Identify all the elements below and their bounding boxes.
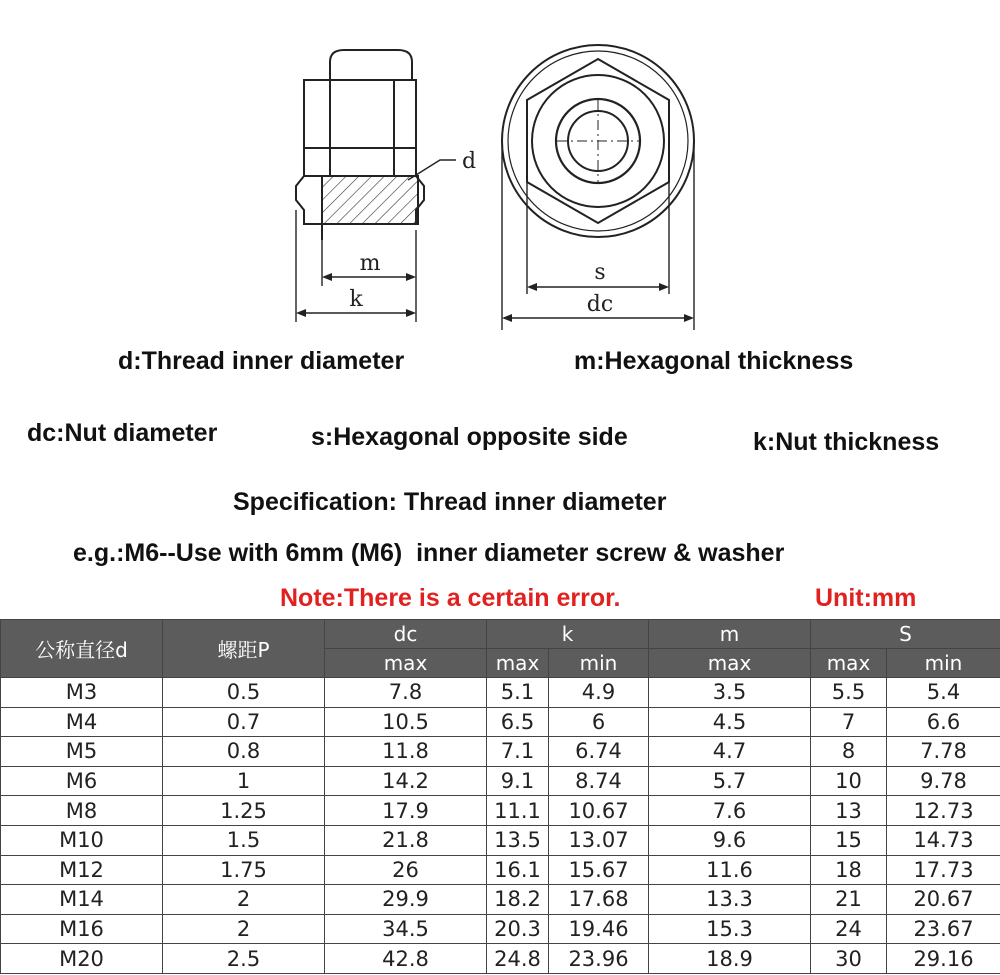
cell: 2.5 bbox=[163, 944, 325, 974]
cell: 7.1 bbox=[487, 737, 549, 767]
cell: 6.6 bbox=[887, 707, 1000, 737]
table-row bbox=[1, 825, 1000, 855]
header-s-max: max bbox=[811, 649, 887, 678]
cell: 29.9 bbox=[325, 885, 487, 915]
cell: 13.07 bbox=[549, 825, 649, 855]
cell: 4.5 bbox=[649, 707, 811, 737]
cell: 17.68 bbox=[549, 885, 649, 915]
cell: 8.74 bbox=[549, 766, 649, 796]
cell: 10 bbox=[811, 766, 887, 796]
table-row bbox=[1, 885, 1000, 915]
header-s: S bbox=[811, 620, 1000, 649]
table-row bbox=[1, 944, 1000, 974]
cell: 5.5 bbox=[811, 678, 887, 708]
cell: 1 bbox=[163, 766, 325, 796]
header-k: k bbox=[487, 620, 649, 649]
table-row bbox=[1, 766, 1000, 796]
cell: 21.8 bbox=[325, 825, 487, 855]
cell: 7 bbox=[811, 707, 887, 737]
cell: 13.3 bbox=[649, 885, 811, 915]
cell: M16 bbox=[1, 914, 163, 944]
cell: M12 bbox=[1, 855, 163, 885]
label-dc: dc bbox=[586, 292, 614, 317]
cell: 1.25 bbox=[163, 796, 325, 826]
cell: 13 bbox=[811, 796, 887, 826]
cell: 0.8 bbox=[163, 737, 325, 767]
cell: 11.1 bbox=[487, 796, 549, 826]
cell: 20.67 bbox=[887, 885, 1000, 915]
cell: 6.74 bbox=[549, 737, 649, 767]
cell: 7.78 bbox=[887, 737, 1000, 767]
cell: 21 bbox=[811, 885, 887, 915]
cell: 0.7 bbox=[163, 707, 325, 737]
unit-text: Unit:mm bbox=[815, 584, 917, 612]
header-pitch: 螺距P bbox=[163, 620, 325, 678]
cell: 18.2 bbox=[487, 885, 549, 915]
cell: 30 bbox=[811, 944, 887, 974]
header-dc: dc bbox=[325, 620, 487, 649]
cell: 10.67 bbox=[549, 796, 649, 826]
cell: 17.9 bbox=[325, 796, 487, 826]
cell: M8 bbox=[1, 796, 163, 826]
cell: 4.7 bbox=[649, 737, 811, 767]
cell: 9.1 bbox=[487, 766, 549, 796]
cell: 4.9 bbox=[549, 678, 649, 708]
cell: M3 bbox=[1, 678, 163, 708]
cell: 13.5 bbox=[487, 825, 549, 855]
cell: 7.8 bbox=[325, 678, 487, 708]
cell: 6 bbox=[549, 707, 649, 737]
cell: 23.96 bbox=[549, 944, 649, 974]
table-row bbox=[1, 678, 1000, 708]
cell: 0.5 bbox=[163, 678, 325, 708]
cell: 14.73 bbox=[887, 825, 1000, 855]
front-view bbox=[502, 45, 694, 330]
cell: 6.5 bbox=[487, 707, 549, 737]
cell: M20 bbox=[1, 944, 163, 974]
cell: 18 bbox=[811, 855, 887, 885]
legend-k: k:Nut thickness bbox=[753, 428, 940, 456]
header-nominal-diameter: 公称直径d bbox=[1, 620, 163, 678]
label-k: k bbox=[349, 287, 363, 312]
cell: 5.7 bbox=[649, 766, 811, 796]
cell: M4 bbox=[1, 707, 163, 737]
example-line: e.g.:M6--Use with 6mm (M6) inner diameter screw & washer bbox=[73, 539, 785, 567]
cell: M6 bbox=[1, 766, 163, 796]
cell: 5.1 bbox=[487, 678, 549, 708]
legend-s: s:Hexagonal opposite side bbox=[311, 423, 628, 451]
cell: 34.5 bbox=[325, 914, 487, 944]
cell: 5.4 bbox=[887, 678, 1000, 708]
cell: 15.67 bbox=[549, 855, 649, 885]
spec-line: Specification: Thread inner diameter bbox=[233, 488, 667, 516]
header-k-max: max bbox=[487, 649, 549, 678]
cell: 9.6 bbox=[649, 825, 811, 855]
legend-d: d:Thread inner diameter bbox=[118, 347, 405, 375]
cell: 24.8 bbox=[487, 944, 549, 974]
cell: 16.1 bbox=[487, 855, 549, 885]
cell: 42.8 bbox=[325, 944, 487, 974]
legend-m: m:Hexagonal thickness bbox=[574, 347, 854, 375]
cell: 29.16 bbox=[887, 944, 1000, 974]
cell: 15 bbox=[811, 825, 887, 855]
side-view bbox=[296, 50, 456, 322]
label-m: m bbox=[359, 251, 381, 276]
cell: M14 bbox=[1, 885, 163, 915]
cell: 1.5 bbox=[163, 825, 325, 855]
table-row bbox=[1, 796, 1000, 826]
cell: 2 bbox=[163, 885, 325, 915]
legend-dc: dc:Nut diameter bbox=[27, 419, 218, 447]
cell: M10 bbox=[1, 825, 163, 855]
cell: 24 bbox=[811, 914, 887, 944]
nut-technical-drawing bbox=[0, 0, 1000, 340]
cell: 14.2 bbox=[325, 766, 487, 796]
cell: 11.6 bbox=[649, 855, 811, 885]
header-m: m bbox=[649, 620, 811, 649]
label-d: d bbox=[462, 149, 477, 174]
header-s-min: min bbox=[887, 649, 1000, 678]
cell: 2 bbox=[163, 914, 325, 944]
table-row bbox=[1, 737, 1000, 767]
cell: 7.6 bbox=[649, 796, 811, 826]
cell: 26 bbox=[325, 855, 487, 885]
cell: 11.8 bbox=[325, 737, 487, 767]
cell: 20.3 bbox=[487, 914, 549, 944]
label-s: s bbox=[594, 260, 606, 285]
cell: 15.3 bbox=[649, 914, 811, 944]
table-row bbox=[1, 855, 1000, 885]
table-row bbox=[1, 914, 1000, 944]
cell: 10.5 bbox=[325, 707, 487, 737]
cell: 9.78 bbox=[887, 766, 1000, 796]
cell: 8 bbox=[811, 737, 887, 767]
cell: 19.46 bbox=[549, 914, 649, 944]
header-m-max: max bbox=[649, 649, 811, 678]
table-row bbox=[1, 707, 1000, 737]
cell: 1.75 bbox=[163, 855, 325, 885]
cell: 3.5 bbox=[649, 678, 811, 708]
header-dc-max: max bbox=[325, 649, 487, 678]
cell: 12.73 bbox=[887, 796, 1000, 826]
cell: 17.73 bbox=[887, 855, 1000, 885]
cell: 18.9 bbox=[649, 944, 811, 974]
spec-table bbox=[0, 619, 1000, 974]
cell: 23.67 bbox=[887, 914, 1000, 944]
header-k-min: min bbox=[549, 649, 649, 678]
note-text: Note:There is a certain error. bbox=[280, 584, 621, 612]
cell: M5 bbox=[1, 737, 163, 767]
